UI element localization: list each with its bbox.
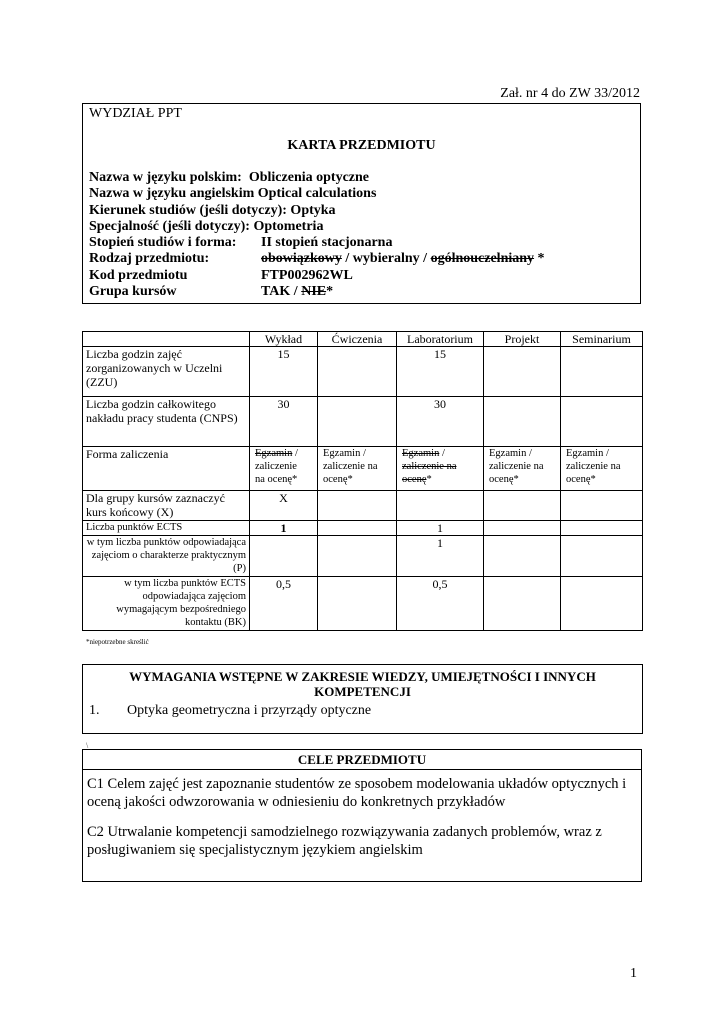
row-label-ects: Liczba punktów ECTS: [83, 521, 250, 536]
type-elective: / wybieralny /: [341, 251, 431, 267]
form-project-pass-2: ocenę: [489, 474, 514, 485]
row-label-direct-contact: w tym liczba punktów ECTS odpowiadająca zajęciom wymagającym bezpośredniego kontaktu (BK): [83, 577, 250, 631]
form-lecture-pass-1: zaliczenie: [255, 461, 297, 472]
final-project: [484, 491, 561, 521]
table-row-cnps: [83, 397, 643, 447]
form-seminar-star: *: [590, 474, 596, 485]
table-header-row: [83, 332, 643, 347]
form-seminar-pass-2: ocenę: [566, 474, 591, 485]
form-lab-slash: /: [439, 448, 445, 459]
group-asterisk: *: [326, 284, 334, 300]
form-lab-exam-struck: Egzamin: [402, 448, 440, 459]
direct-lab: 0,5: [397, 577, 484, 631]
name-en-line: [89, 186, 545, 202]
row-label-zzu: Liczba godzin zajęć zorganizowanych w Uczelni (ZZU): [83, 347, 250, 397]
form-exercises: [318, 447, 397, 491]
form-exercises-pass-2: ocenę: [323, 474, 348, 485]
practical-exercises: [318, 536, 397, 577]
zzu-project: [484, 347, 561, 397]
code-line: [89, 268, 545, 284]
type-label: Rodzaj przedmiotu:: [89, 251, 210, 267]
course-info: [89, 170, 545, 300]
row-label-final-course: Dla grupy kursów zaznaczyć kurs końcowy (X): [83, 491, 250, 521]
final-exercises: [318, 491, 397, 521]
form-lecture: [250, 447, 318, 491]
type-mandatory-struck: obowiązkowy: [261, 251, 342, 267]
level-value: II stopień stacjonarna: [261, 235, 393, 251]
form-project-star: *: [513, 474, 519, 485]
direct-lecture: 0,5: [250, 577, 318, 631]
group-no-struck: NIE: [301, 284, 327, 300]
code-value: FTP002962WL: [261, 267, 353, 283]
form-seminar-exam: Egzamin: [566, 448, 604, 459]
col-exercises: Ćwiczenia: [318, 332, 397, 347]
ects-seminar: [561, 521, 643, 536]
form-lab: [397, 447, 484, 491]
direct-exercises: [318, 577, 397, 631]
row-label-form: Forma zaliczenia: [83, 447, 250, 491]
ects-project: [484, 521, 561, 536]
form-project: [484, 447, 561, 491]
col-laboratory: Laboratorium: [397, 332, 484, 347]
ects-lecture: 1: [250, 521, 318, 536]
form-lecture-pass-2: na ocenę: [255, 474, 293, 485]
course-header-box: [82, 103, 641, 304]
table-row-zzu: [83, 347, 643, 397]
ects-lab: 1: [397, 521, 484, 536]
cnps-lecture: 30: [250, 397, 318, 447]
level-label: Stopień studiów i forma:: [89, 235, 237, 251]
requirement-item: [89, 703, 371, 719]
table-row-final-course: [83, 491, 643, 521]
form-exercises-pass-1: zaliczenie na: [323, 461, 378, 472]
ects-exercises: [318, 521, 397, 536]
practical-seminar: [561, 536, 643, 577]
practical-lab: 1: [397, 536, 484, 577]
direct-project: [484, 577, 561, 631]
practical-project: [484, 536, 561, 577]
specialty-line: Specjalność (jeśli dotyczy): Optometria: [89, 218, 324, 234]
practical-lecture: [250, 536, 318, 577]
stray-mark: \: [86, 741, 89, 750]
card-title: KARTA PRZEDMIOTU: [287, 138, 436, 153]
group-line: [89, 284, 545, 300]
name-pl-label: Nazwa w języku polskim:: [89, 170, 242, 185]
page-number: 1: [630, 966, 637, 981]
form-exercises-slash: /: [360, 448, 366, 459]
form-lecture-slash: /: [292, 448, 298, 459]
form-project-pass-1: zaliczenie na: [489, 461, 544, 472]
table-row-form: [83, 447, 643, 491]
type-asterisk: *: [534, 251, 545, 267]
table-row-ects: [83, 521, 643, 536]
goal-c1: C1 Celem zajęć jest zapoznanie studentów ze sposobem modelowania układów optycznych i oceną jakości odwzorowania w odniesieniu do konkretnych przykładów: [87, 776, 627, 810]
form-seminar: [561, 447, 643, 491]
form-exercises-star: *: [347, 474, 353, 485]
hours-table: [82, 331, 643, 631]
table-row-practical: [83, 536, 643, 577]
form-project-exam: Egzamin: [489, 448, 527, 459]
zzu-exercises: [318, 347, 397, 397]
faculty-name: WYDZIAŁ PPT: [89, 106, 182, 121]
goals-title: CELE PRZEDMIOTU: [83, 750, 641, 770]
name-pl-value: Obliczenia optyczne: [248, 170, 369, 185]
form-lab-pass-struck-1: zaliczenie na: [402, 461, 457, 472]
form-exercises-exam: Egzamin: [323, 448, 361, 459]
form-seminar-pass-1: zaliczenie na: [566, 461, 621, 472]
name-pl-line: [89, 170, 545, 186]
requirements-box: [82, 664, 643, 734]
form-lecture-exam-struck: Egzamin: [255, 448, 293, 459]
goal-c2: C2 Utrwalanie kompetencji samodzielnego rozwiązywania zadanych problemów, wraz z posługiwaniem się specjalistycznym językiem angielskim: [87, 824, 602, 858]
name-en-label: Nazwa w języku angielskim: [89, 186, 255, 202]
form-seminar-slash: /: [603, 448, 609, 459]
final-lecture: X: [250, 491, 318, 521]
col-seminar: Seminarium: [561, 332, 643, 347]
group-label: Grupa kursów: [89, 284, 177, 300]
cnps-lab: 30: [397, 397, 484, 447]
cnps-project: [484, 397, 561, 447]
final-lab: [397, 491, 484, 521]
zzu-seminar: [561, 347, 643, 397]
requirement-number: 1.: [89, 703, 100, 718]
type-line: [89, 251, 545, 267]
requirement-text: Optyka geometryczna i przyrządy optyczne: [127, 703, 372, 718]
table-row-direct-contact: [83, 577, 643, 631]
direct-seminar: [561, 577, 643, 631]
cnps-seminar: [561, 397, 643, 447]
name-en-value: Optical calculations: [257, 186, 377, 202]
form-lab-star: *: [426, 474, 432, 485]
footnote: *niepotrzebne skreślić: [86, 638, 149, 646]
attachment-note: Zał. nr 4 do ZW 33/2012: [500, 86, 640, 101]
requirements-title: WYMAGANIA WSTĘPNE W ZAKRESIE WIEDZY, UMIEJĘTNOŚCI I INNYCH KOMPETENCJI: [129, 669, 596, 699]
type-general-struck: ogólnouczelniany: [430, 251, 535, 267]
zzu-lab: 15: [397, 347, 484, 397]
cnps-exercises: [318, 397, 397, 447]
col-lecture: Wykład: [250, 332, 318, 347]
zzu-lecture: 15: [250, 347, 318, 397]
col-project: Projekt: [484, 332, 561, 347]
form-project-slash: /: [526, 448, 532, 459]
level-line: [89, 235, 545, 251]
form-lab-pass-struck-2: ocenę: [402, 474, 427, 485]
final-seminar: [561, 491, 643, 521]
row-label-cnps: Liczba godzin całkowitego nakładu pracy studenta (CNPS): [83, 397, 250, 447]
direction-line: Kierunek studiów (jeśli dotyczy): Optyka: [89, 202, 336, 218]
group-yes: TAK /: [261, 284, 302, 300]
header-empty-cell: [83, 332, 250, 347]
form-lecture-star: *: [292, 474, 298, 485]
row-label-practical: w tym liczba punktów odpowiadająca zajęciom o charakterze praktycznym (P): [83, 536, 250, 577]
goals-box: [82, 749, 642, 882]
code-label: Kod przedmiotu: [89, 267, 188, 283]
